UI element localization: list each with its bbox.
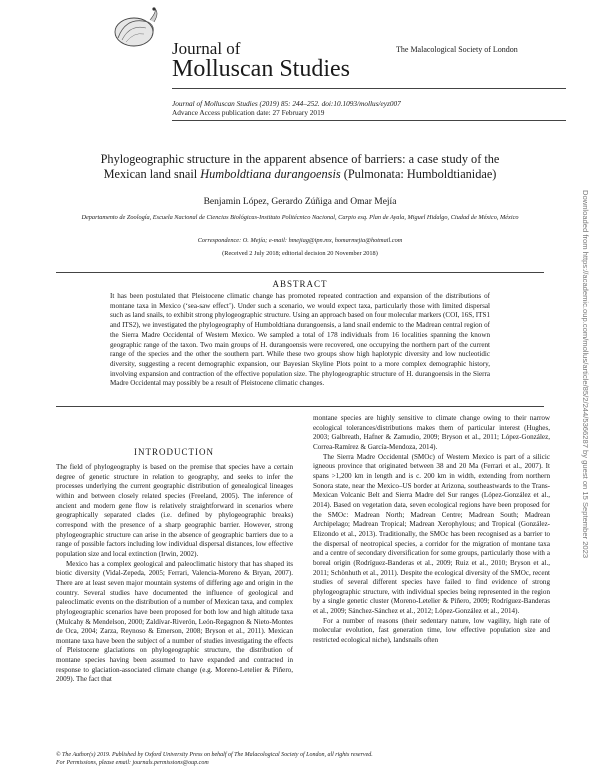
article-title-line2-post: (Pulmonata: Humboldtianidae): [340, 167, 497, 181]
advance-access-date: Advance Access publication date: 27 February 2019: [172, 108, 325, 117]
abstract-heading: ABSTRACT: [272, 279, 328, 289]
header-rule-top: [172, 88, 566, 89]
intro-paragraph-3: montane species are highly sensitive to climate change owing to their narrow ecological tolerances/distributions makes them of particular interest (Hughes, 2003; Galbreath, Hafner & Zamudio, 2009; Bryson et al., 2011; López-González, Correa-Ramírez & García-Mendoza, 2014).: [313, 414, 550, 451]
abstract-rule-top: [56, 272, 544, 273]
received-dates: (Received 2 July 2018; editorial decision 20 November 2018): [222, 250, 378, 257]
download-sidebar: [580, 190, 600, 610]
header-rule-bottom: [172, 120, 566, 121]
society-name: The Malacological Society of London: [396, 45, 518, 54]
citation: Journal of Molluscan Studies (2019) 85: 244–252. doi:10.1093/mollus/eyz007: [172, 99, 401, 108]
article-title-species: Humboldtiana durangoensis: [200, 167, 341, 181]
permissions-line[interactable]: For Permissions, please email: journals.permissions@oup.com: [56, 760, 209, 766]
article-title-line2-pre: Mexican land snail: [103, 167, 201, 181]
right-column: [313, 414, 550, 646]
article-title: [60, 152, 540, 182]
download-note[interactable]: Downloaded from https://academic.oup.com/mollus/article/85/2/244/5366287 by guest on 15 September 2023: [581, 190, 590, 559]
abstract-rule-bottom: [56, 406, 544, 407]
copyright-footer: [56, 751, 373, 767]
intro-paragraph-1: The field of phylogeography is based on the premise that species have a certain degree of genetic structure in relation to geography, and seeks to infer the processes underlying the current geographic distribution of genealogical lineages within and between closely related species (Freeland, 2005). The inference of ancient and modern gene flow is relatively straightforward in scenarios where geographically separated clades (i.e. defined by phylogeographic breaks) correspond with the presence of a sharp geographic barrier. However, strong phylogeographic structure can arise in the absence of geographic barriers due to a range of possible factors including low individual dispersal distances, low effective population size and local extinction (Irwin, 2002).: [56, 463, 293, 558]
article-title-line1: Phylogeographic structure in the apparent absence of barriers: a case study of the: [100, 152, 500, 166]
intro-paragraph-5: For a number of reasons (their sedentary nature, low vagility, high rate of molecular evolution, fast generation time, low effective population size and restricted ecological niche), landsnails often: [313, 616, 550, 645]
correspondence: Correspondence: O. Mejía; e-mail: hmejiag@ipn.mx, homarmejia@hotmail.com: [197, 237, 403, 244]
left-column: [56, 463, 293, 685]
journal-title-line1: Journal of: [172, 39, 241, 58]
introduction-heading: INTRODUCTION: [134, 447, 214, 457]
intro-paragraph-4: The Sierra Madre Occidental (SMOc) of Western Mexico is part of a silicic igneous province that originated between 38 and 20 Ma (Ferrari et al., 2007). It spans >1,200 km in length and is c. 200 km in width, extending from northern Sonora state, near the Mexico–US border at Arizona, southeastwards to the Trans-Mexican Volcanic Belt and Sierra Madre del Sur ranges (López-González et al., 2014). Based on vegetation data, seven ecological regions have been proposed for the SMOc: Madrean North; Madrean Centre; Madrean South; Madrean Archipelago; Madrean Tropical; Madrean Xerophylous; and Tropical (González-Elizondo et al., 2013). Traditionally, the SMOc has been recognised as a barrier to the dispersal of neotropical species, a corridor for the migration of montane taxa and a centre of secondary diversification for some groups, particularly those with a boreal origin (Rodríguez-Banderas et al., 2009; Ruiz et al., 2010; Bryson et al., 2011; Schönhuth et al., 2011). Despite the ecological diversity of the SMOc, recent studies of several different species have failed to find evidence of strong phylogeographic structure, with individual species being represented in the region by a single genetic cluster (Moreno-Letelier & Piñero, 2009; Rodríguez-Banderas et al., 2009; Sánchez-Sánchez et al., 2012; López-González et al., 2014).: [313, 452, 550, 616]
authors: Benjamin López, Gerardo Zúñiga and Omar Mejía: [203, 197, 397, 207]
affiliation: Departamento de Zoología, Escuela Nacional de Ciencias Biológicas-Instituto Politécnico Nacional, Carpio esq. Plan de Ayala, Miguel Hidalgo, Ciudad de México, México: [81, 214, 519, 221]
journal-logo-shell-icon: [110, 6, 162, 50]
abstract-text: It has been postulated that Pleistocene climatic change has promoted repeated contraction and expansion of the distributions of montane taxa in Mexico (‘sea-saw effect’). Under such a scenario, we would expect taxa, particularly those with limited dispersal such as land snails, to exhibit strong phylogeographic structure. Using an approach based on four molecular markers (COI, 16S, ITS1 and ITS2), we investigated the phylogeography of Humboldtiana durangoensis, a land snail endemic to the Madrean central region of the Sierra Madre Occidental of Western Mexico. We sampled a total of 178 individuals from 16 localities spanning the known geographic range of the taxon. Two main groups of H. durangoensis were recovered, one occupying the northern part of the current range of the species and the other the southern part. While these two groups show high haplotypic diversity and low nucleotidic diversity, suggesting a recent demographic expansion, our Bayesian Skyline Plots point to a more complex demographic history, involving expansion and contraction of the effective population size. The phylogeographic structure of H. durangoensis in the Sierra Madre Occidental may possibly be a result of Pleistocene climatic changes.: [110, 292, 490, 388]
intro-paragraph-2: Mexico has a complex geological and paleoclimatic history that has shaped its biotic diversity (Vidal-Zepeda, 2005; Ferrari, Valencia-Moreno & Bryan, 2007). There are at least seven major mountain systems of differing age and origin in the country. Several studies have documented the influence of geological and paleoclimatic events on the distribution of a number of Mexican taxa, and complex phylogeographic scenarios have been proposed for both low and high altitude taxa (Mulcahy & Mendelson, 2000; Zaldívar-Riverón, León-Regagnon & Nieto-Montes de Oca, 2004; Zarza, Reynoso & Emerson, 2008; Bryson et al., 2011). Mexican montane taxa have been the subject of a number of studies investigating the effects of Pleistocene glaciations on phylogeographic structure, the distribution of montane species having been assumed to have expanded and contracted in response to glaciation-associated climate change (e.g. Moreno-Letelier & Piñero, 2009). The fact that: [56, 559, 293, 684]
journal-title-line2: Molluscan Studies: [172, 56, 350, 82]
copyright-line: © The Author(s) 2019. Published by Oxford University Press on behalf of The Malacological Society of London, all rights reserved.: [56, 752, 373, 758]
